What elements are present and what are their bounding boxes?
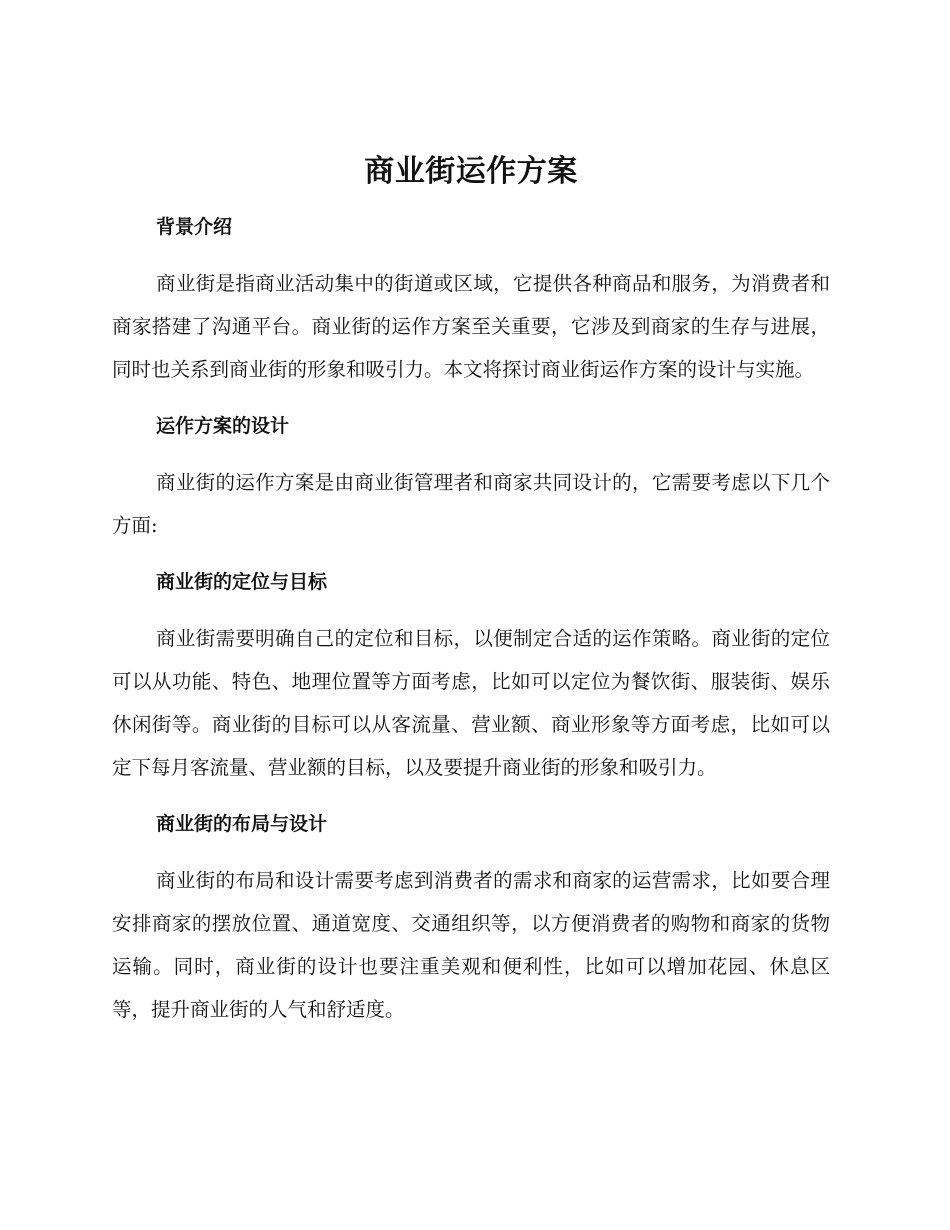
document-title: 商业街运作方案 [364,154,578,189]
section-heading: 运作方案的设计 [156,415,290,437]
section-heading: 商业街的定位与目标 [156,571,328,593]
section-paragraph: 商业街的运作方案是由商业街管理者和商家共同设计的，它需要考虑以下几个方面: [112,471,830,537]
section-heading: 商业街的布局与设计 [156,813,328,835]
section-paragraph: 商业街是指商业活动集中的街道或区域，它提供各种商品和服务，为消费者和商家搭建了沟通平台。商业街的运作方案至关重要，它涉及到商家的生存与进展，同时也关系到商业街的形象和吸引力。本文将探讨商业街运作方案的设计与实施。 [112,272,830,381]
section-layout [112,811,830,1031]
section-heading: 背景介绍 [156,216,233,238]
section-paragraph: 商业街的布局和设计需要考虑到消费者的需求和商家的运营需求，比如要合理安排商家的摆放位置、通道宽度、交通组织等，以方便消费者的购物和商家的货物运输。同时，商业街的设计也要注重美观和便利性，比如可以增加花园、休息区等，提升商业街的人气和舒适度。 [112,869,830,1021]
section-positioning [112,569,830,789]
section-design [112,413,830,547]
document-page [112,150,830,1031]
section-paragraph: 商业街需要明确自己的定位和目标，以便制定合适的运作策略。商业街的定位可以从功能、特色、地理位置等方面考虑，比如可以定位为餐饮街、服装街、娱乐休闲街等。商业街的目标可以从客流量、营业额、商业形象等方面考虑，比如可以定下每月客流量、营业额的目标，以及要提升商业街的形象和吸引力。 [112,627,830,779]
section-background [112,214,830,391]
